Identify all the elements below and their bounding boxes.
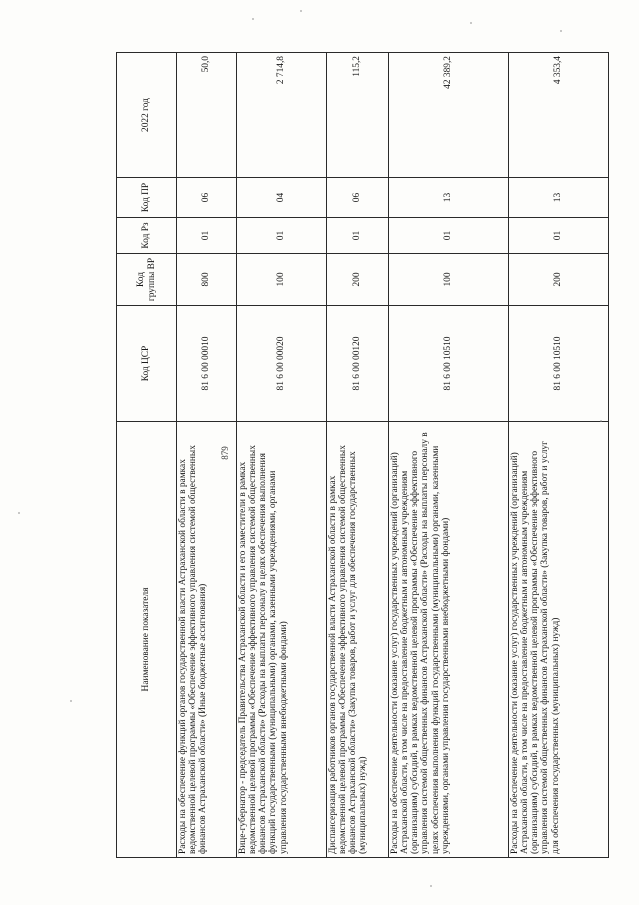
cell-amount: 42 389,2 bbox=[389, 53, 509, 178]
cell-rz: 01 bbox=[237, 218, 327, 254]
scan-speck bbox=[470, 22, 472, 24]
header-year: 2022 год bbox=[117, 53, 177, 178]
cell-rz: 01 bbox=[327, 218, 389, 254]
cell-rz: 01 bbox=[177, 218, 237, 254]
cell-csr: 81 6 00 00010 bbox=[177, 306, 237, 422]
cell-amount: 4 353,4 bbox=[509, 53, 609, 178]
header-vr: Код группы ВР bbox=[117, 254, 177, 306]
scan-speck bbox=[560, 30, 562, 32]
cell-rz: 01 bbox=[509, 218, 609, 254]
table-row bbox=[177, 53, 237, 858]
cell-csr: 81 6 00 10510 bbox=[389, 306, 509, 422]
header-row bbox=[117, 53, 177, 858]
scan-speck bbox=[70, 700, 72, 702]
cell-name: Вице-губернатор - председатель Правительства Астраханской области и его заместители в рамках ведомственной целевой программы «Обеспечение эффективного управления системой общественных финансов Астраханской области» (Расходы на выплаты персоналу в целях обеспечения выполнения функций государственными (муниципальными) органами, казенными учреждениями, органами управления государственными внебюджетными фондами) bbox=[237, 422, 327, 858]
cell-amount: 50,0 bbox=[177, 53, 237, 178]
cell-rz: 01 bbox=[389, 218, 509, 254]
cell-pr: 06 bbox=[177, 178, 237, 218]
cell-amount: 115,2 bbox=[327, 53, 389, 178]
cell-csr: 81 6 00 00120 bbox=[327, 306, 389, 422]
header-pr: Код ПР bbox=[117, 178, 177, 218]
cell-amount: 2 714,8 bbox=[237, 53, 327, 178]
cell-pr: 04 bbox=[237, 178, 327, 218]
table-row bbox=[509, 53, 609, 858]
rotated-table-container bbox=[116, 53, 608, 858]
budget-table bbox=[116, 52, 609, 858]
cell-vr: 200 bbox=[509, 254, 609, 306]
table-row bbox=[237, 53, 327, 858]
scan-speck bbox=[252, 18, 254, 20]
cell-vr: 100 bbox=[237, 254, 327, 306]
table-row bbox=[327, 53, 389, 858]
cell-vr: 100 bbox=[389, 254, 509, 306]
header-rz: Код Рз bbox=[117, 218, 177, 254]
cell-name: Диспансеризация работников органов государственной власти Астраханской области в рамках ведомственной целевой программы «Обеспечение эффективного управления системой общественных финансов Астраханской области» (Закупка товаров, работ и услуг для обеспечения государственных (муниципальных) нужд) bbox=[327, 422, 389, 858]
header-csr: Код ЦСР bbox=[117, 306, 177, 422]
page-number: 879 bbox=[219, 446, 230, 460]
cell-name: Расходы на обеспечение функций органов государственной власти Астраханской области в рамках ведомственной целевой программы «Обеспечение эффективного управления системой общественных финансов Астраханской области» (Иные бюджетные ассигнования) bbox=[177, 422, 237, 858]
cell-csr: 81 6 00 00020 bbox=[237, 306, 327, 422]
scan-speck bbox=[18, 512, 20, 514]
cell-vr: 800 bbox=[177, 254, 237, 306]
header-name: Наименование показателя bbox=[117, 422, 177, 858]
cell-pr: 06 bbox=[327, 178, 389, 218]
scan-speck bbox=[430, 885, 432, 887]
cell-vr: 200 bbox=[327, 254, 389, 306]
scan-speck bbox=[300, 10, 302, 12]
scan-speck bbox=[600, 420, 602, 422]
cell-name: Расходы на обеспечение деятельности (оказание услуг) государственных учреждений (организаций) Астраханской области, в том числе на предоставление бюджетным и автономным учреждениям (организациям) субсидий, в рамках ведомственной целевой программы «Обеспечение эффективного управления системой общественных финансов Астраханской области» (Расходы на выплаты персоналу в целях обеспечения выполнения функций государственными (муниципальными) органами, казенными учреждениями, органами управления государственными внебюджетными фондами) bbox=[389, 422, 509, 858]
table-row bbox=[389, 53, 509, 858]
cell-pr: 13 bbox=[509, 178, 609, 218]
cell-csr: 81 6 00 10510 bbox=[509, 306, 609, 422]
cell-name: Расходы на обеспечение деятельности (оказание услуг) государственных учреждений (организаций) Астраханской области, в том числе на предоставление бюджетным и автономным учреждениям (организациям) субсидий, в рамках ведомственной целевой программы «Обеспечение эффективного управления системой общественных финансов Астраханской области» (Закупка товаров, работ и услуг для обеспечения государственных (муниципальных) нужд) bbox=[509, 422, 609, 858]
cell-pr: 13 bbox=[389, 178, 509, 218]
